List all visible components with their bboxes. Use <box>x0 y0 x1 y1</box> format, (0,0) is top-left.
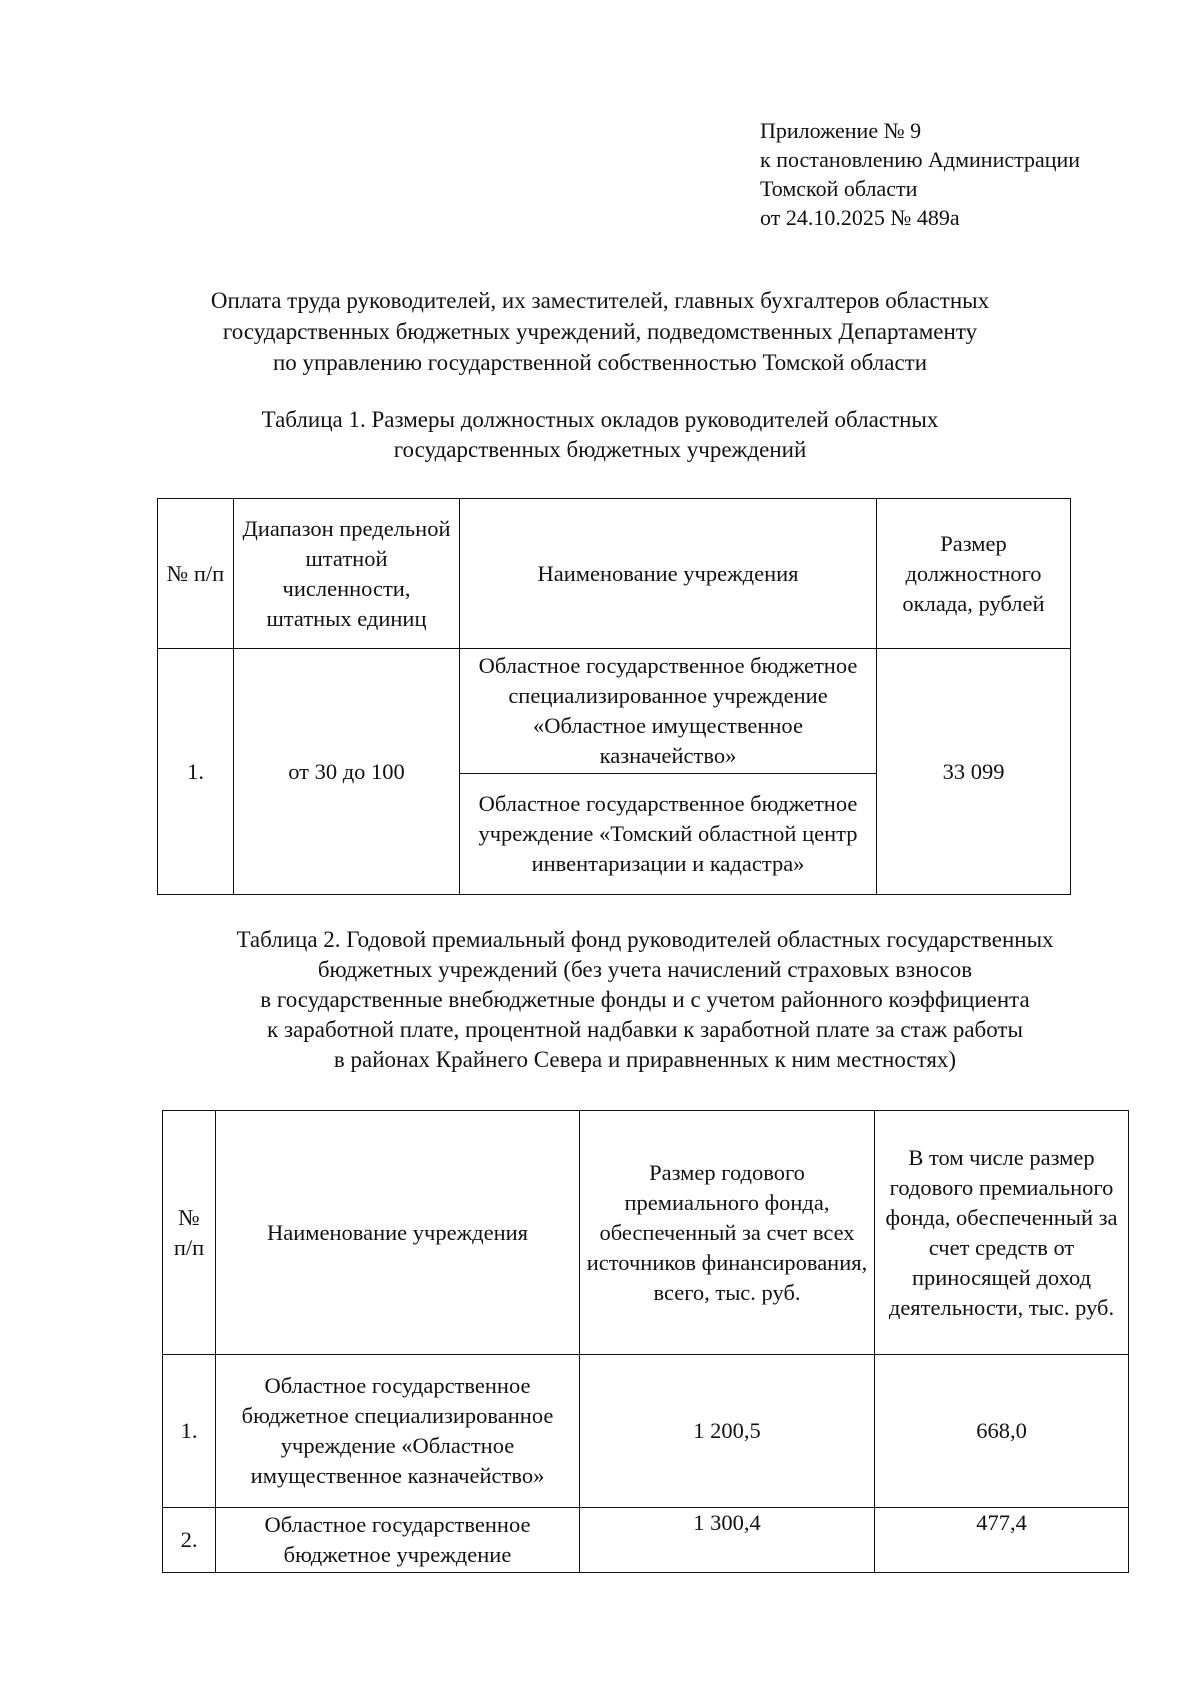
header-salary: Размер должностного оклада, рублей <box>877 499 1071 649</box>
header-fund-total: Размер годового премиального фонда, обеспеченный за счет всех источников финансирования, всего, тыс. руб. <box>580 1111 875 1355</box>
title-line: по управлению государственной собственностью Томской области <box>272 350 928 375</box>
row-num: 1. <box>158 649 234 895</box>
row-fund-income: 668,0 <box>875 1355 1129 1508</box>
row-org-name: Областное государственное бюджетное специализированное учреждение «Областное имущественное казначейство» <box>216 1355 580 1508</box>
row-num: 1. <box>163 1355 216 1508</box>
table2-caption <box>100 925 1190 1075</box>
header-org-name: Наименование учреждения <box>460 499 877 649</box>
header-staff-range: Диапазон предельной штатной численности, штатных единиц <box>234 499 460 649</box>
row-org-name: Областное государственное бюджетное учреждение <box>216 1508 580 1573</box>
row-org-name: Областное государственное бюджетное учреждение «Томский областной центр инвентаризации и кадастра» <box>460 774 877 895</box>
row-fund-total: 1 200,5 <box>580 1355 875 1508</box>
table-row <box>158 649 1071 774</box>
appendix-line: к постановлению Администрации <box>760 147 1081 172</box>
appendix-line: Томской области <box>760 176 918 201</box>
appendix-block <box>760 116 1080 232</box>
caption-line: Таблица 1. Размеры должностных окладов руководителей областных <box>261 407 939 432</box>
row-org-name: Областное государственное бюджетное специализированное учреждение «Областное имущественное казначейство» <box>460 649 877 774</box>
header-num: № п/п <box>158 499 234 649</box>
header-num: № п/п <box>163 1111 216 1355</box>
caption-line: бюджетных учреждений (без учета начислений страховых взносов <box>317 957 973 982</box>
document-title <box>100 285 1100 378</box>
caption-line: Таблица 2. Годовой премиальный фонд руководителей областных государственных <box>236 927 1054 952</box>
caption-line: в районах Крайнего Севера и приравненных к ним местностях) <box>333 1047 957 1072</box>
table1-caption <box>100 405 1100 465</box>
salary-table <box>157 498 1071 895</box>
caption-line: государственных бюджетных учреждений <box>393 437 807 462</box>
table-row <box>163 1508 1129 1573</box>
bonus-fund-table <box>162 1110 1129 1573</box>
table-header-row <box>158 499 1071 649</box>
title-line: Оплата труда руководителей, их заместителей, главных бухгалтеров областных <box>210 288 990 313</box>
table-header-row <box>163 1111 1129 1355</box>
header-fund-income: В том числе размер годового премиального фонда, обеспеченный за счет средств от приносящей доход деятельности, тыс. руб. <box>875 1111 1129 1355</box>
table-row <box>163 1355 1129 1508</box>
header-org-name: Наименование учреждения <box>216 1111 580 1355</box>
row-salary: 33 099 <box>877 649 1071 895</box>
row-staff-range: от 30 до 100 <box>234 649 460 895</box>
row-num: 2. <box>163 1508 216 1573</box>
row-fund-income: 477,4 <box>875 1508 1129 1573</box>
appendix-line: от 24.10.2025 № 489а <box>760 205 960 230</box>
caption-line: к заработной плате, процентной надбавки к заработной плате за стаж работы <box>267 1017 1023 1042</box>
title-line: государственных бюджетных учреждений, подведомственных Департаменту <box>222 319 978 344</box>
row-fund-total: 1 300,4 <box>580 1508 875 1573</box>
appendix-line: Приложение № 9 <box>760 118 922 143</box>
caption-line: в государственные внебюджетные фонды и с учетом районного коэффициента <box>260 987 1030 1012</box>
